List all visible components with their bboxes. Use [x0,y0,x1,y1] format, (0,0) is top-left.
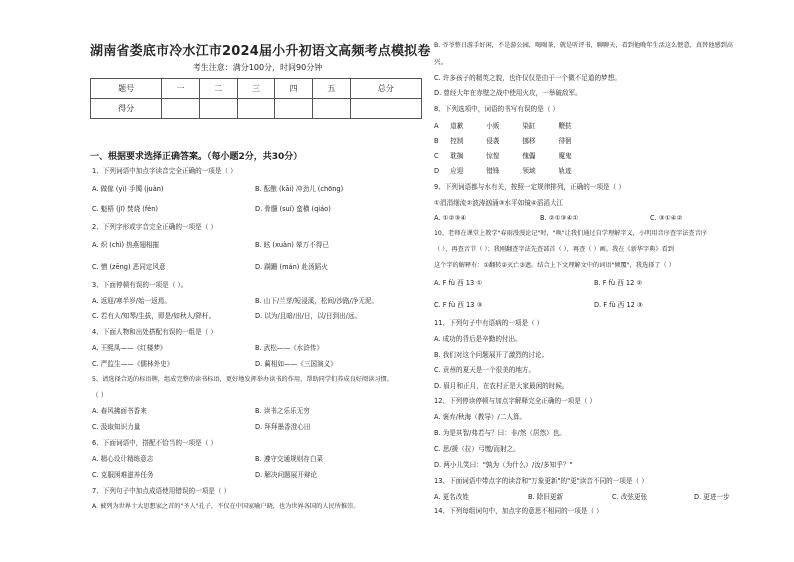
score-cell[interactable] [350,99,421,119]
option[interactable]: B. 眩 (xuàn) 晕万不得已 [255,241,329,249]
score-cell[interactable] [275,99,313,119]
question: 1、下列词语中加点字读音完全正确的一项是（ ） [92,167,237,175]
option[interactable]: C. F fù 西 13 ③ [434,301,483,309]
score-header-cell: 二 [199,79,237,99]
option[interactable]: D. 眉月和正月，在农村正是大家最闲的时候。 [434,382,569,390]
score-header-cell: 四 [275,79,313,99]
option-word: 挪移 [522,137,536,145]
option-word: 错锋 [486,167,500,175]
question-answer-blank: （ ） [92,391,108,399]
question: 6、下面词语中，搭配不恰当的一项是（ ） [92,439,217,447]
option-word: 耽搁 [450,152,464,160]
exam-title: 湖南省娄底市冷水江市2024届小升初语文高频考点模拟卷 [90,44,431,59]
score-header-cell: 一 [162,79,200,99]
question: （ ），再查音节（ ）；我刚翻查字法先查部首（ ），再查（ ）画。我在《新华字典》看到 [434,246,674,253]
option[interactable]: A. 精心设计精练意志 [92,455,154,463]
question: 2、下列字形或字音完全正确的一项是（ ） [92,223,217,231]
option-word: 徘徊 [558,137,572,145]
option[interactable]: B. 读书之乐乐无穷 [255,407,310,415]
option[interactable]: B. 除旧更新 [528,493,564,501]
option[interactable]: A. ①②③④ [434,214,467,222]
option[interactable]: C. 改弦更张 [612,493,648,501]
option[interactable]: B. 武松——《水浒传》 [255,344,324,352]
option[interactable]: C. 贡州的夏天是一个很美的地方。 [434,366,536,374]
option[interactable]: C. ③①④② [650,214,683,222]
option-word: 小贩 [486,122,500,130]
option-word: 惊惶 [486,152,500,160]
option[interactable]: C. 若有人/知琴/生拔，即是/如秋人/降杆。 [92,312,216,320]
option-word: 魔鬼 [558,152,572,160]
score-row-label: 得分 [91,99,162,119]
option-letter: A [434,122,439,130]
option[interactable]: C. 思/援（拉）弓缴/而射之。 [434,445,520,453]
option[interactable]: A. 被列为世界十大思想家之首的"圣人"孔子，不仅在中国家喻户晓，也为世界各国的人民所推崇。 [92,503,360,510]
question: 14、下列每组词句中，加点字的意思不相同的一项是（ ） [434,507,603,515]
option[interactable]: C. 严监生——《儒林外史》 [92,360,174,368]
score-header-cell: 题号 [91,79,162,99]
option[interactable]: B. 酝酿 (kāi) 冲劲儿 (chōng) [255,185,344,193]
option[interactable]: D. 曾经大年在赤壁之战中使用火攻，一举破敌军。 [434,89,582,97]
option-word: 控制 [450,137,464,145]
option-word: 道歉 [450,122,464,130]
option[interactable]: A. 返迎/寒半岁/始一返焉。 [92,297,171,305]
option-row[interactable] [434,136,592,146]
option[interactable]: D. 解决问题展开辩论 [255,471,318,479]
question: 3、下面停顿有误的一项是（ ）。 [92,281,188,289]
question: 10、老师在课堂上教学"春雨漫漫论记"时，"唤"让我们通过自学理解字义，小明用音序查字法查音序 [434,230,707,237]
option[interactable]: D. 蹒跚 (mán) 赴汤蹈火 [255,263,328,271]
section-heading: 一、根据要求选择正确答案。（每小题2分，共30分） [90,152,303,162]
option-word: 傀儡 [522,152,536,160]
score-cell[interactable] [313,99,351,119]
option-row[interactable] [434,151,592,161]
score-table [90,78,422,119]
option[interactable]: D. 骨髓 (suí) 蛮横 (qiáo) [255,205,331,213]
exam-subtitle: 考生注意：满分100分，时间90分钟 [192,63,323,72]
option[interactable]: B. 山下/兰芽/短浸溪，松间/沙路/净无泥。 [255,297,379,305]
option[interactable]: A. 做傢 (yì) 手镯 (juàn) [92,185,164,193]
option[interactable]: B. 我们对这个问题展开了激烈的讨论。 [434,351,549,359]
score-cell[interactable] [199,99,237,119]
option-word: 侵袭 [486,137,500,145]
option[interactable]: A. 春风拂面书香来 [92,407,147,415]
option[interactable]: B. F fù 西 12 ② [594,279,643,287]
option[interactable]: A. 更名改姓 [434,493,469,501]
option[interactable]: B. 为是其智/弗若与？曰：非/然（居然）也。 [434,429,566,437]
score-header-cell: 总分 [350,79,421,99]
option-word: 领域 [522,167,536,175]
option-word: 轨迹 [558,167,572,175]
option[interactable]: B. 遵守交通规则存白菜 [255,455,324,463]
option[interactable]: C. 憎 (zēng) 恶同定风意 [92,263,166,271]
question: 4、下面人物和出处搭配有误的一组是（ ） [92,328,217,336]
question: 8、下列选项中，词语的书写有误的是（ ） [434,105,559,113]
option[interactable]: C. 许多孩子的精英之貌，也许仅仅是由于一个微不足道的梦想。 [434,74,621,82]
option[interactable]: D. F fù 西 12 ③ [594,301,643,309]
score-cell[interactable] [237,99,275,119]
option-row[interactable] [434,121,592,131]
option-letter: D [434,167,440,175]
score-table-score-row [91,99,422,119]
score-header-cell: 三 [237,79,275,99]
option[interactable]: A. 褒弃/秋海（教导）/二人算。 [434,413,527,421]
question: 12、下列停读停顿与加点字解释完全正确的一项是（ ） [434,397,597,405]
question: 5、请选择合适的标语牌，组成完整的读书标语，更好地发挥举办读书的作用，帮助同学们养成良好阅读习惯。 [92,376,393,383]
option-letter: C [434,152,439,160]
question: 9、下列词语都与水有关，按照一定规律排列，正确的一项是（ ） [434,183,625,191]
option[interactable]: C. 汲取知识力量 [92,423,141,431]
option[interactable]: C. 克服困难滋养任务 [92,471,154,479]
option-letter: B [434,137,439,145]
question: 11、下列句子中有语病的一项是（ ） [434,319,544,327]
score-header-cell: 五 [313,79,351,99]
score-cell[interactable] [162,99,200,119]
option[interactable]: B. ②①③④① [540,214,579,222]
option[interactable]: C. 魁梧 (jī) 焚烧 (fén) [92,205,158,213]
option[interactable]: D. 更进一步 [694,493,730,501]
option-row[interactable] [434,166,592,176]
question: 7、下列句子中加点成语使用错误的一项是（ ） [92,487,231,495]
option[interactable]: B. 爷爷整日游手好闲，不是游公园，喝喝茶，就是听评书，聊聊天，看到他晚年生活这么惬意，真替他感到高 [434,42,733,49]
option-word: 鞭挞 [558,122,572,130]
option[interactable]: A. F fù 西 13 ① [434,279,483,287]
option[interactable]: D. 拜拜墨香澄心田 [255,423,311,431]
question-material: ①涓涓细流②波涛汹涌③水平如镜④滔滔大江 [434,199,564,207]
option-word: 应迎 [450,167,464,175]
option[interactable]: A. 炽 (chì) 热燕翅相摧 [92,241,160,249]
score-table-header-row [91,79,422,99]
text-line: 兴。 [434,58,448,66]
option[interactable]: A. 王熙凤——《红楼梦》 [92,344,167,352]
option[interactable]: A. 成功的背后是辛勤的付出。 [434,335,522,343]
option-word: 染缸 [522,122,536,130]
option[interactable]: D. 以为/且暗/出/日，以/日到出/远。 [255,312,362,320]
option[interactable]: D. 两小儿笑曰："孰为（为什么）/汝/多知乎？" [434,461,573,469]
question: 13、下面词语中带点字的读音和"万象更新"的"更"读音不同的一项是（ ） [434,477,648,485]
option[interactable]: D. 蔺相如——《三国演义》 [255,360,337,368]
question: 这个字的解释有：①翻转②灭亡③遮。结合上下文理解文中的词语"倾覆"，我选择了（ ） [434,262,675,269]
